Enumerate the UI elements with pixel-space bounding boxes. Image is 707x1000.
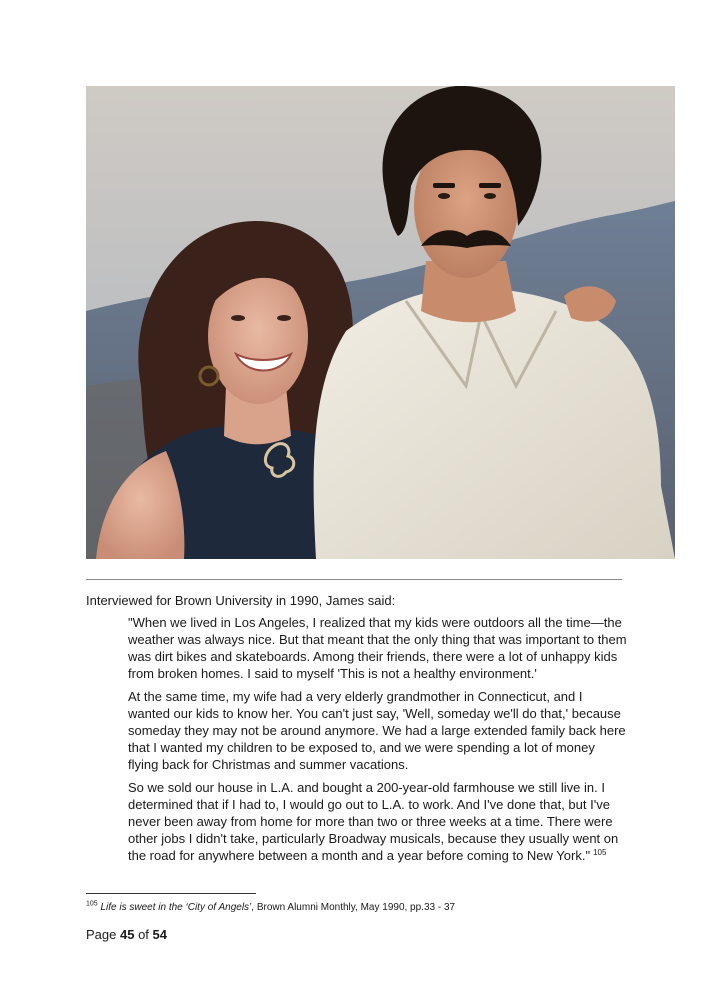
footnote-separator — [86, 893, 256, 894]
footnote-reference[interactable]: 105 — [593, 847, 607, 857]
quote-paragraph-3 — [128, 779, 628, 864]
interview-quote — [128, 614, 628, 870]
page-number — [86, 926, 167, 943]
couple-photograph — [86, 86, 675, 559]
quote-paragraph-1: "When we lived in Los Angeles, I realized that my kids were outdoors all the time—the weather was always nice. But that meant that the only thing that was important to them was dirt bikes and skateboards. Among their friends, there were a lot of unhappy kids from broken homes. I said to myself 'This is not a healthy environment.' — [128, 615, 627, 681]
page-of: of — [134, 927, 153, 942]
footnote — [86, 901, 646, 914]
quote-paragraph-2: At the same time, my wife had a very elderly grandmother in Connecticut, and I wanted our kids to know her. You can't just say, 'Well, someday we'll do that,' because someday they may not be around anymore. We had a large extended family back here that I wanted my children to be exposed to, and we were spending a lot of money flying back for Christmas and summer vacations. — [128, 689, 626, 772]
footnote-source: , Brown Alumni Monthly, May 1990, pp.33 - 37 — [251, 902, 456, 913]
page-current: 45 — [119, 927, 135, 942]
page-label: Page — [86, 927, 120, 942]
footnote-title: Life is sweet in the ‘City of Angels’ — [100, 902, 252, 913]
footnote-number: 105 — [86, 900, 98, 908]
quote-paragraph-3-text: So we sold our house in L.A. and bought a 200-year-old farmhouse we still live in. I determined that if I had to, I would go out to L.A. to work. And I've done that, but I've never been away from home for more than two or three weeks at a time. There were other jobs I didn't take, particularly Broadway musicals, because they usually went on the road for anywhere between a month and a year before coming to New York." — [128, 780, 619, 863]
separator-rule — [86, 579, 622, 580]
interview-intro: Interviewed for Brown University in 1990, James said: — [86, 593, 396, 608]
couple-photograph-art — [86, 86, 675, 559]
page-total: 54 — [152, 927, 167, 942]
